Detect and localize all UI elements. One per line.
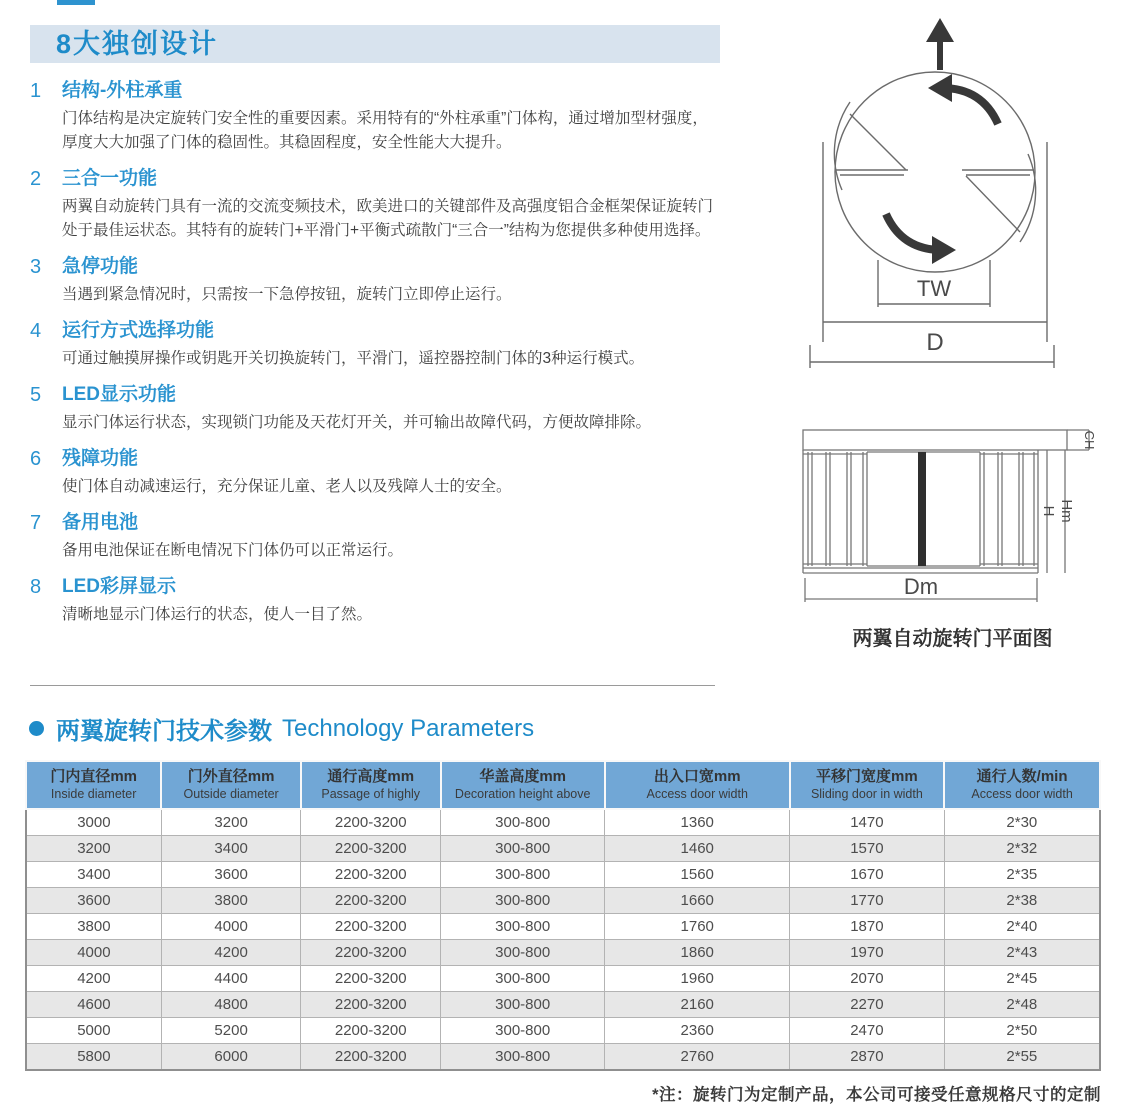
feature-title: LED显示功能 xyxy=(62,384,177,405)
table-cell: 2200-3200 xyxy=(301,966,441,992)
feature-body: 两翼自动旋转门具有一流的交流变频技术，欧美进口的关键部件及高强度铝合金框架保证旋转门处于最佳运状态。其特有的旋转门+平滑门+平衡式疏散门“三合一”结构为您提供多种使用选择。 xyxy=(62,198,714,239)
table-cell: 4600 xyxy=(26,992,161,1018)
door-elevation-diagram xyxy=(795,428,1110,613)
dim-label-h: H xyxy=(1040,505,1057,517)
bullet-icon xyxy=(29,721,44,736)
table-cell: 2200-3200 xyxy=(301,862,441,888)
table-cell: 1970 xyxy=(790,940,945,966)
features-list xyxy=(30,79,720,639)
table-cell: 3200 xyxy=(161,809,301,836)
table-cell: 300-800 xyxy=(441,836,605,862)
table-cell: 2*45 xyxy=(944,966,1100,992)
feature-body: 显示门体运行状态，实现锁门功能及天花灯开关，并可输出故障代码，方便故障排除。 xyxy=(62,414,652,431)
feature-number: 3 xyxy=(30,256,42,278)
feature-item xyxy=(30,167,720,255)
table-cell: 300-800 xyxy=(441,966,605,992)
table-cell: 2*43 xyxy=(944,940,1100,966)
table-row xyxy=(26,862,1100,888)
column-header-en: Access door width xyxy=(971,787,1073,801)
table-cell: 300-800 xyxy=(441,1018,605,1044)
table-cell: 1660 xyxy=(605,888,790,914)
table-cell: 6000 xyxy=(161,1044,301,1071)
feature-item xyxy=(30,79,720,167)
table-cell: 5000 xyxy=(26,1018,161,1044)
table-cell: 3000 xyxy=(26,809,161,836)
feature-number: 4 xyxy=(30,320,42,342)
column-header-en: Inside diameter xyxy=(50,787,137,801)
table-header xyxy=(26,761,1100,809)
table-cell: 2*55 xyxy=(944,1044,1100,1071)
column-header xyxy=(790,761,945,809)
table-row xyxy=(26,992,1100,1018)
feature-title: 备用电池 xyxy=(62,512,139,533)
table-cell: 2160 xyxy=(605,992,790,1018)
table-cell: 4200 xyxy=(26,966,161,992)
table-cell: 2200-3200 xyxy=(301,992,441,1018)
table-cell: 2200-3200 xyxy=(301,809,441,836)
table-body xyxy=(26,809,1100,1070)
dim-label-dm: Dm xyxy=(903,574,939,599)
parameters-title-en: Technology Parameters xyxy=(282,714,535,742)
dim-label-tw: TW xyxy=(916,276,952,301)
table-cell: 2760 xyxy=(605,1044,790,1071)
table-row xyxy=(26,1018,1100,1044)
column-header xyxy=(26,761,161,809)
dim-label-hm: Hm xyxy=(1058,499,1075,523)
column-header-zh: 平移门宽度mm xyxy=(816,768,918,785)
table-cell: 1570 xyxy=(790,836,945,862)
table-cell: 3800 xyxy=(161,888,301,914)
section-divider xyxy=(30,685,715,686)
feature-title: 三合一功能 xyxy=(62,168,158,189)
table-row xyxy=(26,1044,1100,1071)
feature-number: 6 xyxy=(30,448,42,470)
column-header xyxy=(605,761,790,809)
column-header-zh: 门外直径mm xyxy=(187,768,275,785)
table-cell: 2270 xyxy=(790,992,945,1018)
feature-title: 运行方式选择功能 xyxy=(62,320,215,341)
table-cell: 1560 xyxy=(605,862,790,888)
revolving-door-top-view-diagram xyxy=(790,12,1070,372)
feature-item xyxy=(30,383,720,447)
table-cell: 2470 xyxy=(790,1018,945,1044)
table-cell: 1860 xyxy=(605,940,790,966)
parameters-title-zh: 两翼旋转门技术参数 xyxy=(56,718,272,745)
column-header-en: Passage of highly xyxy=(321,787,421,801)
page-edge-accent xyxy=(57,0,95,5)
table-cell: 2*50 xyxy=(944,1018,1100,1044)
column-header xyxy=(301,761,441,809)
table-cell: 1870 xyxy=(790,914,945,940)
table-row xyxy=(26,914,1100,940)
table-cell: 2200-3200 xyxy=(301,940,441,966)
column-header-en: Sliding door in width xyxy=(810,787,923,801)
feature-body: 门体结构是决定旋转门安全性的重要因素。采用特有的“外柱承重”门体构，通过增加型材强度，厚度大大加强了门体的稳固性。其稳固程度，安全性能大大提升。 xyxy=(62,110,708,151)
table-cell: 300-800 xyxy=(441,888,605,914)
feature-body: 可通过触摸屏操作或钥匙开关切换旋转门，平滑门，遥控器控制门体的3种运行模式。 xyxy=(62,350,645,367)
table-cell: 1960 xyxy=(605,966,790,992)
table-cell: 3400 xyxy=(161,836,301,862)
table-row xyxy=(26,888,1100,914)
page-title: 8大独创设计 xyxy=(30,25,720,63)
column-header-en: Decoration height above xyxy=(454,787,591,801)
column-header-en: Access door width xyxy=(646,787,748,801)
table-cell: 1670 xyxy=(790,862,945,888)
table-cell: 4000 xyxy=(26,940,161,966)
feature-item xyxy=(30,255,720,319)
table-cell: 2*32 xyxy=(944,836,1100,862)
column-header xyxy=(944,761,1100,809)
table-cell: 3200 xyxy=(26,836,161,862)
column-header-zh: 华盖高度mm xyxy=(479,768,567,785)
feature-number: 1 xyxy=(30,80,42,102)
table-cell: 2*48 xyxy=(944,992,1100,1018)
dim-label-d: D xyxy=(926,329,944,356)
feature-body: 当遇到紧急情况时，只需按一下急停按钮，旋转门立即停止运行。 xyxy=(62,286,512,303)
feature-number: 7 xyxy=(30,512,42,534)
table-cell: 4400 xyxy=(161,966,301,992)
table-header-row xyxy=(26,761,1100,809)
table-cell: 2*40 xyxy=(944,914,1100,940)
parameters-table xyxy=(25,760,1101,1071)
feature-title: LED彩屏显示 xyxy=(62,576,177,597)
table-cell: 2360 xyxy=(605,1018,790,1044)
table-cell: 2200-3200 xyxy=(301,836,441,862)
table-cell: 2200-3200 xyxy=(301,1044,441,1071)
feature-title: 结构-外柱承重 xyxy=(62,80,183,101)
table-cell: 1760 xyxy=(605,914,790,940)
table-cell: 5800 xyxy=(26,1044,161,1071)
feature-body: 备用电池保证在断电情况下门体仍可以正常运行。 xyxy=(62,542,404,559)
table-cell: 300-800 xyxy=(441,809,605,836)
column-header-zh: 通行人数/min xyxy=(976,768,1068,785)
table-cell: 1460 xyxy=(605,836,790,862)
dim-label-ch: CH xyxy=(1082,430,1097,450)
parameters-title xyxy=(29,711,1101,746)
table-row xyxy=(26,940,1100,966)
column-header-zh: 出入口宽mm xyxy=(653,768,741,785)
column-header xyxy=(161,761,301,809)
column-header xyxy=(441,761,605,809)
parameters-section xyxy=(25,705,1101,1105)
table-cell: 3800 xyxy=(26,914,161,940)
feature-number: 2 xyxy=(30,168,42,190)
table-cell: 4000 xyxy=(161,914,301,940)
table-cell: 2*35 xyxy=(944,862,1100,888)
feature-title: 残障功能 xyxy=(62,448,139,469)
column-header-en: Outside diameter xyxy=(183,787,279,801)
table-cell: 5200 xyxy=(161,1018,301,1044)
feature-item xyxy=(30,575,720,639)
table-cell: 4200 xyxy=(161,940,301,966)
feature-number: 5 xyxy=(30,384,42,406)
feature-title: 急停功能 xyxy=(62,256,139,277)
table-cell: 3600 xyxy=(161,862,301,888)
table-cell: 1360 xyxy=(605,809,790,836)
table-cell: 4800 xyxy=(161,992,301,1018)
feature-body: 使门体自动减速运行，充分保证儿童、老人以及残障人士的安全。 xyxy=(62,478,512,495)
table-cell: 2870 xyxy=(790,1044,945,1071)
table-cell: 3400 xyxy=(26,862,161,888)
table-cell: 2*38 xyxy=(944,888,1100,914)
feature-item xyxy=(30,511,720,575)
table-cell: 3600 xyxy=(26,888,161,914)
column-header-zh: 通行高度mm xyxy=(327,768,415,785)
features-column xyxy=(30,25,720,639)
table-row xyxy=(26,836,1100,862)
table-cell: 300-800 xyxy=(441,940,605,966)
feature-body: 清晰地显示门体运行的状态，使人一目了然。 xyxy=(62,606,373,623)
diagram-caption: 两翼自动旋转门平面图 xyxy=(852,628,1053,650)
table-cell: 1470 xyxy=(790,809,945,836)
table-cell: 300-800 xyxy=(441,862,605,888)
table-cell: 300-800 xyxy=(441,1044,605,1071)
column-header-zh: 门内直径mm xyxy=(50,768,137,785)
table-cell: 2070 xyxy=(790,966,945,992)
table-row xyxy=(26,809,1100,836)
direction-arrows xyxy=(886,18,998,264)
feature-number: 8 xyxy=(30,576,42,598)
table-cell: 2200-3200 xyxy=(301,888,441,914)
table-cell: 2200-3200 xyxy=(301,914,441,940)
feature-item xyxy=(30,447,720,511)
table-row xyxy=(26,966,1100,992)
table-cell: 1770 xyxy=(790,888,945,914)
table-footnote: *注：旋转门为定制产品，本公司可接受任意规格尺寸的定制 xyxy=(652,1086,1101,1104)
table-cell: 300-800 xyxy=(441,914,605,940)
table-cell: 2200-3200 xyxy=(301,1018,441,1044)
feature-item xyxy=(30,319,720,383)
table-cell: 300-800 xyxy=(441,992,605,1018)
table-cell: 2*30 xyxy=(944,809,1100,836)
